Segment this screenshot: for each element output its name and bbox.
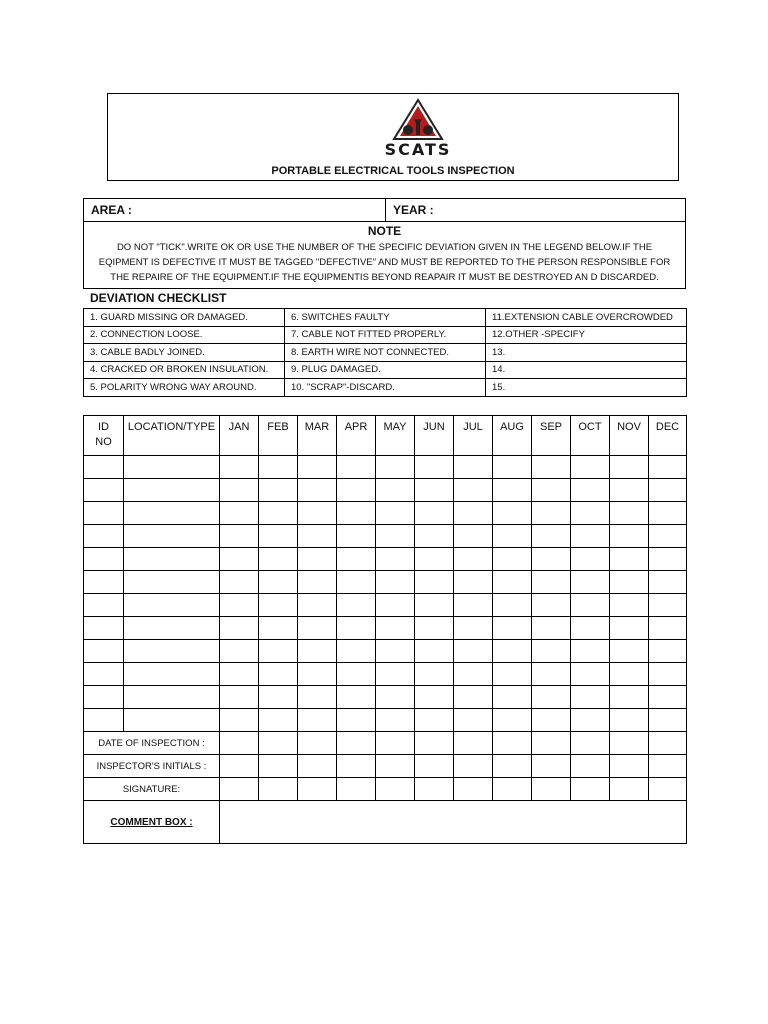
- deviation-row: [84, 309, 687, 327]
- table-cell[interactable]: [84, 663, 124, 686]
- footer-label: DATE OF INSPECTION :: [84, 732, 220, 755]
- footer-cell[interactable]: [493, 755, 532, 778]
- table-cell[interactable]: [84, 594, 124, 617]
- table-cell[interactable]: [454, 571, 493, 594]
- column-header: FEB: [259, 416, 298, 456]
- table-cell[interactable]: [493, 502, 532, 525]
- table-cell[interactable]: [571, 502, 610, 525]
- area-year-row: [84, 199, 685, 222]
- table-cell[interactable]: [124, 617, 220, 640]
- table-cell[interactable]: [337, 686, 376, 709]
- footer-cell[interactable]: [220, 778, 259, 801]
- table-cell[interactable]: [532, 640, 571, 663]
- table-cell[interactable]: [259, 594, 298, 617]
- table-cell[interactable]: [376, 479, 415, 502]
- table-cell[interactable]: [376, 594, 415, 617]
- table-cell[interactable]: [376, 686, 415, 709]
- table-cell[interactable]: [493, 640, 532, 663]
- table-cell[interactable]: [571, 525, 610, 548]
- table-cell[interactable]: [415, 617, 454, 640]
- table-cell[interactable]: [298, 571, 337, 594]
- table-cell[interactable]: [298, 617, 337, 640]
- column-header: APR: [337, 416, 376, 456]
- table-cell[interactable]: [84, 571, 124, 594]
- column-header: SEP: [532, 416, 571, 456]
- footer-cell[interactable]: [532, 778, 571, 801]
- footer-cell[interactable]: [259, 732, 298, 755]
- footer-cell[interactable]: [415, 732, 454, 755]
- table-row: [84, 663, 687, 686]
- table-cell[interactable]: [454, 663, 493, 686]
- deviation-item: 2. CONNECTION LOOSE.: [84, 326, 285, 344]
- deviation-item: 12.OTHER -SPECIFY: [486, 326, 687, 344]
- deviation-checklist-table: [83, 308, 687, 397]
- table-cell[interactable]: [220, 686, 259, 709]
- year-label: YEAR :: [393, 203, 434, 217]
- table-cell[interactable]: [220, 548, 259, 571]
- table-cell[interactable]: [532, 709, 571, 732]
- table-cell[interactable]: [84, 525, 124, 548]
- table-cell[interactable]: [376, 709, 415, 732]
- table-cell[interactable]: [84, 548, 124, 571]
- table-cell[interactable]: [454, 502, 493, 525]
- table-cell[interactable]: [220, 709, 259, 732]
- table-cell[interactable]: [610, 479, 649, 502]
- table-cell[interactable]: [532, 525, 571, 548]
- table-cell[interactable]: [337, 640, 376, 663]
- comment-box-field[interactable]: [220, 801, 687, 844]
- deviation-item: 14.: [486, 361, 687, 379]
- table-cell[interactable]: [259, 709, 298, 732]
- table-cell[interactable]: [649, 709, 687, 732]
- deviation-item: 6. SWITCHES FAULTY: [285, 309, 486, 327]
- table-cell[interactable]: [259, 663, 298, 686]
- table-cell[interactable]: [298, 640, 337, 663]
- table-cell[interactable]: [571, 640, 610, 663]
- table-cell[interactable]: [376, 525, 415, 548]
- footer-row: [84, 732, 687, 755]
- column-header: JUL: [454, 416, 493, 456]
- table-cell[interactable]: [337, 571, 376, 594]
- table-cell[interactable]: [415, 594, 454, 617]
- table-cell[interactable]: [415, 709, 454, 732]
- table-cell[interactable]: [376, 548, 415, 571]
- table-row: [84, 709, 687, 732]
- table-cell[interactable]: [571, 594, 610, 617]
- deviation-item: 5. POLARITY WRONG WAY AROUND.: [84, 379, 285, 397]
- inspection-table: [83, 415, 687, 844]
- table-cell[interactable]: [124, 594, 220, 617]
- footer-cell[interactable]: [571, 778, 610, 801]
- table-cell[interactable]: [376, 640, 415, 663]
- table-cell[interactable]: [259, 479, 298, 502]
- footer-cell[interactable]: [376, 778, 415, 801]
- table-cell[interactable]: [649, 686, 687, 709]
- scats-logo-icon: [378, 97, 458, 159]
- table-cell[interactable]: [571, 479, 610, 502]
- table-cell[interactable]: [298, 548, 337, 571]
- table-cell[interactable]: [649, 663, 687, 686]
- table-cell[interactable]: [298, 686, 337, 709]
- table-cell[interactable]: [610, 640, 649, 663]
- footer-cell[interactable]: [454, 732, 493, 755]
- deviation-item: 11.EXTENSION CABLE OVERCROWDED: [486, 309, 687, 327]
- table-row: [84, 456, 687, 479]
- footer-cell[interactable]: [337, 732, 376, 755]
- table-cell[interactable]: [610, 663, 649, 686]
- area-label: AREA :: [91, 203, 132, 217]
- table-cell[interactable]: [649, 525, 687, 548]
- footer-cell[interactable]: [298, 778, 337, 801]
- table-cell[interactable]: [610, 594, 649, 617]
- table-cell[interactable]: [124, 686, 220, 709]
- column-header: DEC: [649, 416, 687, 456]
- table-cell[interactable]: [376, 617, 415, 640]
- table-cell[interactable]: [610, 709, 649, 732]
- footer-cell[interactable]: [454, 778, 493, 801]
- footer-cell[interactable]: [259, 778, 298, 801]
- deviation-checklist-title: DEVIATION CHECKLIST: [90, 291, 227, 305]
- table-cell[interactable]: [415, 686, 454, 709]
- footer-cell[interactable]: [220, 732, 259, 755]
- footer-cell[interactable]: [220, 755, 259, 778]
- table-row: [84, 525, 687, 548]
- table-cell[interactable]: [571, 686, 610, 709]
- table-cell[interactable]: [532, 502, 571, 525]
- table-cell[interactable]: [532, 617, 571, 640]
- column-header: OCT: [571, 416, 610, 456]
- footer-cell[interactable]: [649, 778, 687, 801]
- table-cell[interactable]: [571, 548, 610, 571]
- footer-label: INSPECTOR'S INITIALS :: [84, 755, 220, 778]
- table-cell[interactable]: [220, 663, 259, 686]
- table-cell[interactable]: [649, 502, 687, 525]
- table-cell[interactable]: [493, 594, 532, 617]
- deviation-row: [84, 326, 687, 344]
- table-cell[interactable]: [493, 663, 532, 686]
- deviation-row: [84, 379, 687, 397]
- deviation-item: 13.: [486, 344, 687, 362]
- table-cell[interactable]: [454, 709, 493, 732]
- table-cell[interactable]: [84, 640, 124, 663]
- table-cell[interactable]: [454, 479, 493, 502]
- table-cell[interactable]: [84, 456, 124, 479]
- table-cell[interactable]: [84, 479, 124, 502]
- footer-cell[interactable]: [649, 732, 687, 755]
- table-cell[interactable]: [259, 617, 298, 640]
- footer-cell[interactable]: [337, 778, 376, 801]
- table-cell[interactable]: [493, 617, 532, 640]
- deviation-item: 15.: [486, 379, 687, 397]
- table-cell[interactable]: [124, 479, 220, 502]
- table-cell[interactable]: [220, 594, 259, 617]
- footer-cell[interactable]: [610, 755, 649, 778]
- table-cell[interactable]: [298, 709, 337, 732]
- table-cell[interactable]: [124, 571, 220, 594]
- table-cell[interactable]: [376, 502, 415, 525]
- column-header: JAN: [220, 416, 259, 456]
- table-cell[interactable]: [415, 548, 454, 571]
- table-cell[interactable]: [571, 456, 610, 479]
- table-cell[interactable]: [610, 617, 649, 640]
- table-cell[interactable]: [610, 456, 649, 479]
- area-field[interactable]: [84, 199, 386, 221]
- table-row: [84, 617, 687, 640]
- table-cell[interactable]: [493, 548, 532, 571]
- table-row: [84, 548, 687, 571]
- table-cell[interactable]: [84, 686, 124, 709]
- deviation-item: 7. CABLE NOT FITTED PROPERLY.: [285, 326, 486, 344]
- table-cell[interactable]: [415, 502, 454, 525]
- deviation-item: 1. GUARD MISSING OR DAMAGED.: [84, 309, 285, 327]
- table-cell[interactable]: [337, 617, 376, 640]
- note-title: NOTE: [367, 224, 402, 238]
- table-cell[interactable]: [259, 686, 298, 709]
- footer-row: [84, 778, 687, 801]
- table-cell[interactable]: [337, 663, 376, 686]
- table-cell[interactable]: [124, 709, 220, 732]
- table-cell[interactable]: [298, 525, 337, 548]
- table-cell[interactable]: [493, 709, 532, 732]
- footer-cell[interactable]: [532, 755, 571, 778]
- table-cell[interactable]: [220, 479, 259, 502]
- table-cell[interactable]: [454, 640, 493, 663]
- footer-row: [84, 755, 687, 778]
- comment-row: [84, 801, 687, 844]
- table-cell[interactable]: [532, 479, 571, 502]
- footer-cell[interactable]: [610, 732, 649, 755]
- table-cell[interactable]: [84, 502, 124, 525]
- footer-cell[interactable]: [610, 778, 649, 801]
- header-box: [107, 93, 679, 181]
- table-cell[interactable]: [124, 548, 220, 571]
- footer-cell[interactable]: [493, 778, 532, 801]
- column-header: AUG: [493, 416, 532, 456]
- table-cell[interactable]: [649, 594, 687, 617]
- table-cell[interactable]: [259, 548, 298, 571]
- column-header: LOCATION/TYPE: [124, 416, 220, 456]
- table-cell[interactable]: [298, 479, 337, 502]
- footer-cell[interactable]: [649, 755, 687, 778]
- footer-cell[interactable]: [259, 755, 298, 778]
- table-cell[interactable]: [415, 456, 454, 479]
- deviation-row: [84, 344, 687, 362]
- footer-cell[interactable]: [376, 755, 415, 778]
- table-cell[interactable]: [493, 525, 532, 548]
- table-cell[interactable]: [337, 502, 376, 525]
- table-cell[interactable]: [84, 709, 124, 732]
- table-cell[interactable]: [298, 456, 337, 479]
- column-header: MAR: [298, 416, 337, 456]
- table-cell[interactable]: [298, 594, 337, 617]
- table-cell[interactable]: [220, 456, 259, 479]
- table-cell[interactable]: [493, 686, 532, 709]
- table-cell[interactable]: [220, 617, 259, 640]
- note-text: DO NOT "TICK".WRITE OK OR USE THE NUMBER OF THE SPECIFIC DEVIATION GIVEN IN THE LEGEND BELOW.IF THE EQIPMENT IS DEFECTIVE IT MUST BE TAGGED "DEFECTIVE" AND MUST BE REPORTED TO THE PERSON RESPONSIBLE FOR THE REPAIRE OF THE EQUIPMENT.IF THE EQUIPMENTIS BEYOND REAPAIR IT MUST BE DESTROYED AN D DISCARDED.: [98, 242, 671, 283]
- table-cell[interactable]: [220, 571, 259, 594]
- table-cell[interactable]: [259, 525, 298, 548]
- table-cell[interactable]: [298, 663, 337, 686]
- table-cell[interactable]: [610, 686, 649, 709]
- table-cell[interactable]: [610, 571, 649, 594]
- column-header: MAY: [376, 416, 415, 456]
- table-row: [84, 640, 687, 663]
- table-row: [84, 502, 687, 525]
- table-cell[interactable]: [337, 479, 376, 502]
- table-cell[interactable]: [610, 502, 649, 525]
- table-cell[interactable]: [532, 571, 571, 594]
- table-row: [84, 479, 687, 502]
- column-header: NOV: [610, 416, 649, 456]
- table-cell[interactable]: [649, 617, 687, 640]
- table-row: [84, 594, 687, 617]
- table-cell[interactable]: [610, 525, 649, 548]
- table-cell[interactable]: [571, 663, 610, 686]
- footer-cell[interactable]: [532, 732, 571, 755]
- page-title: PORTABLE ELECTRICAL TOOLS INSPECTION: [271, 165, 515, 177]
- footer-label: SIGNATURE:: [84, 778, 220, 801]
- table-cell[interactable]: [84, 617, 124, 640]
- info-box: [83, 198, 686, 289]
- table-cell[interactable]: [454, 525, 493, 548]
- deviation-item: 4. CRACKED OR BROKEN INSULATION.: [84, 361, 285, 379]
- table-cell[interactable]: [220, 502, 259, 525]
- table-cell[interactable]: [532, 663, 571, 686]
- deviation-row: [84, 361, 687, 379]
- table-cell[interactable]: [571, 617, 610, 640]
- footer-cell[interactable]: [298, 755, 337, 778]
- column-header: JUN: [415, 416, 454, 456]
- table-row: [84, 686, 687, 709]
- footer-cell[interactable]: [571, 732, 610, 755]
- table-cell[interactable]: [532, 456, 571, 479]
- table-cell[interactable]: [259, 571, 298, 594]
- table-cell[interactable]: [649, 571, 687, 594]
- footer-cell[interactable]: [415, 778, 454, 801]
- table-cell[interactable]: [376, 571, 415, 594]
- table-cell[interactable]: [610, 548, 649, 571]
- table-cell[interactable]: [259, 502, 298, 525]
- table-cell[interactable]: [124, 502, 220, 525]
- table-cell[interactable]: [337, 548, 376, 571]
- table-row: [84, 571, 687, 594]
- table-cell[interactable]: [415, 525, 454, 548]
- table-cell[interactable]: [220, 525, 259, 548]
- footer-cell[interactable]: [493, 732, 532, 755]
- table-cell[interactable]: [337, 594, 376, 617]
- table-cell[interactable]: [415, 663, 454, 686]
- table-cell[interactable]: [571, 571, 610, 594]
- footer-cell[interactable]: [571, 755, 610, 778]
- table-cell[interactable]: [493, 479, 532, 502]
- footer-cell[interactable]: [298, 732, 337, 755]
- table-cell[interactable]: [649, 548, 687, 571]
- table-cell[interactable]: [571, 709, 610, 732]
- footer-cell[interactable]: [376, 732, 415, 755]
- table-cell[interactable]: [259, 456, 298, 479]
- table-cell[interactable]: [532, 548, 571, 571]
- table-cell[interactable]: [649, 640, 687, 663]
- table-cell[interactable]: [298, 502, 337, 525]
- table-cell[interactable]: [649, 456, 687, 479]
- table-cell[interactable]: [454, 617, 493, 640]
- table-cell[interactable]: [649, 479, 687, 502]
- table-cell[interactable]: [415, 479, 454, 502]
- deviation-item: 8. EARTH WIRE NOT CONNECTED.: [285, 344, 486, 362]
- scats-logo: [378, 97, 458, 159]
- table-cell[interactable]: [124, 663, 220, 686]
- footer-cell[interactable]: [337, 755, 376, 778]
- comment-box-label: COMMENT BOX :: [84, 801, 220, 844]
- table-cell[interactable]: [124, 525, 220, 548]
- table-cell[interactable]: [376, 456, 415, 479]
- table-cell[interactable]: [337, 456, 376, 479]
- table-cell[interactable]: [415, 571, 454, 594]
- footer-cell[interactable]: [415, 755, 454, 778]
- table-cell[interactable]: [337, 709, 376, 732]
- table-cell[interactable]: [124, 456, 220, 479]
- column-header: ID NO: [84, 416, 124, 456]
- year-field[interactable]: [386, 199, 685, 221]
- table-cell[interactable]: [415, 640, 454, 663]
- table-cell[interactable]: [220, 640, 259, 663]
- table-cell[interactable]: [259, 640, 298, 663]
- table-cell[interactable]: [124, 640, 220, 663]
- table-cell[interactable]: [376, 663, 415, 686]
- table-cell[interactable]: [532, 686, 571, 709]
- footer-cell[interactable]: [454, 755, 493, 778]
- table-cell[interactable]: [493, 571, 532, 594]
- table-cell[interactable]: [454, 594, 493, 617]
- table-cell[interactable]: [532, 594, 571, 617]
- table-cell[interactable]: [454, 686, 493, 709]
- deviation-item: 10. "SCRAP"-DISCARD.: [285, 379, 486, 397]
- table-cell[interactable]: [454, 456, 493, 479]
- table-cell[interactable]: [454, 548, 493, 571]
- deviation-item: 9. PLUG DAMAGED.: [285, 361, 486, 379]
- table-cell[interactable]: [493, 456, 532, 479]
- deviation-item: 3. CABLE BADLY JOINED.: [84, 344, 285, 362]
- table-cell[interactable]: [337, 525, 376, 548]
- logo-text: SCATS: [384, 140, 452, 159]
